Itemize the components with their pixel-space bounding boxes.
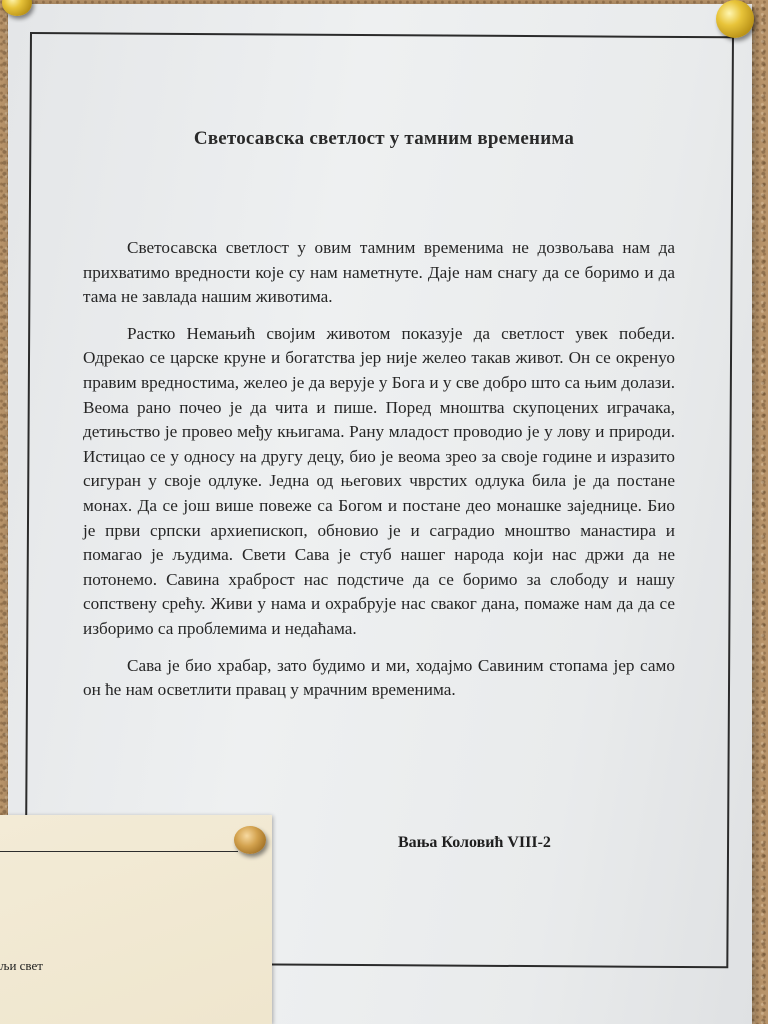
essay-paragraph-2: Растко Немањић својим животом показује да светлост увек победи. Одрекао се царске круне и богатства јер није желео такав живот. Он се окренуо правим вредностима, желео је да верује у Бога и у све добро што са њим долази. Веома рано почео је да чита и пише. Поред мноштва скупоцених играчака, детињство је провео међу књигама. Рану младост проводио је у лову и природи. Истицао се у односу на другу децу, био је веома зрео за своје године и изразито сигуран у своје одлуке. Једна од његових чврстих одлука била је да постане монах. Да се још више повеже са Богом и постане део монашке заједнице. Био је први српски архиепископ, обновио је и саградио мноштво манастира и помагао је људима. Свети Сава је стуб нашег народа који нас држи да не потонемо. Савина храброст нас подстиче да се боримо за слободу и нашу сопствену срећу. Живи у нама и охрабрује нас сваког дана, помаже нам да да се изборимо са проблемима и недаћама. [83,323,675,638]
pushpin-top-right-icon [716,0,754,38]
essay-paragraph-3: Сава је био храбар, зато будимо и ми, ходајмо Савиним стопама јер само он ће нам осветлити правац у мрачним временима. [83,655,675,700]
essay-title: Светосавска светлост у тамним временима [193,128,575,149]
essay-paragraph-1: Светосавска светлост у овим тамним временима не дозвољава нам да прихватимо вредности које су нам наметнуте. Даје нам снагу да се боримо и да тама не завлада нашим животима. [83,238,675,307]
essay-author: Вања Коловић VIII-2 [398,834,551,851]
note-border-line [0,851,238,852]
pushpin-note-icon [234,826,266,854]
overlapping-note-paper [0,815,272,1024]
essay-body [83,236,675,715]
note-text: љи свет [0,958,43,973]
